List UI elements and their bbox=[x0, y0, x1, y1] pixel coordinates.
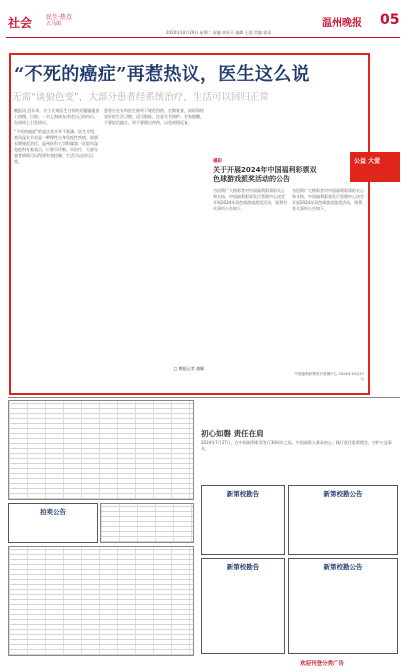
auction-notice-box bbox=[8, 503, 98, 543]
article-column-2 bbox=[104, 108, 204, 394]
paper-logo: 温州晚报 bbox=[322, 18, 362, 29]
lottery-notice-title[interactable]: 关于开展2024年中国福利彩票双色球游戏派奖活动的公告 bbox=[213, 166, 317, 183]
lottery-notice-body-2: 为回馈广大购彩者对中国福利彩票的关心和支持，中国福利彩票发行管理中心决定开展2024年双色球游戏派奖活动，现将有关事项公告如下。 bbox=[292, 188, 364, 211]
article-lead: 晚报讯 近年来，关于长效医生日常的话题屡屡登上热搜。日前，一名上海网友讲述自己的经历，在网络上引发热议。 bbox=[14, 108, 100, 125]
lottery-signature: 中国福利彩票发行管理中心 2024年10月27日 bbox=[294, 372, 364, 382]
article-headline[interactable]: “不死的癌症”再惹热议，医生这么说 bbox=[14, 64, 310, 85]
column-body: 2024年7月27日，在中国福利彩票发行30周年之际，中国福彩人秉承初心，践行责任彩票理念，守护公益事业。 bbox=[201, 440, 392, 451]
article-subheadline: 无需“谈狼色变”，大部分患者经系统治疗，生活可以回归正常 bbox=[12, 92, 269, 103]
notice-box-4 bbox=[288, 558, 398, 654]
page-number: 05 bbox=[380, 12, 400, 28]
auction-notice-title: 拍卖公告 bbox=[40, 508, 66, 516]
lottery-notice-body: 为回馈广大购彩者对中国福利彩票的关心和支持，中国福利彩票发行管理中心决定开展2024年双色球游戏派奖活动，现将有关事项公告如下。 bbox=[213, 188, 288, 211]
section-subtitle-2: 五马街 bbox=[46, 21, 62, 27]
notice-title-1: 新第校勘告 bbox=[226, 490, 260, 498]
notice-title-4: 新第校勘公告 bbox=[323, 563, 363, 571]
lottery-badge: 公益 大爱 bbox=[350, 152, 400, 182]
column-title: 初心如磐 责任在肩 bbox=[201, 429, 264, 438]
section-name: 社会 bbox=[8, 16, 33, 30]
right-edge-column bbox=[374, 188, 400, 388]
article-byline: □ 晚报记者 潘颖 bbox=[173, 366, 204, 371]
section-subtitle: 民生·热点 bbox=[46, 14, 72, 21]
classified-ads-block-2 bbox=[100, 503, 194, 543]
classified-ad-footer: 欢迎刊登分类广告 bbox=[300, 661, 345, 667]
notice-box-3 bbox=[201, 558, 285, 654]
notice-title-2: 新第校勘公告 bbox=[323, 490, 363, 498]
dateline: 2024年10月29日 星期二 责编 胡亚天 编辑 王超 美编 郭诏 bbox=[166, 30, 272, 35]
section-divider bbox=[8, 397, 400, 398]
notice-title-3: 新第校勘告 bbox=[226, 563, 260, 571]
classified-ads-block-1 bbox=[8, 400, 194, 500]
masthead bbox=[6, 8, 400, 38]
notice-box-1 bbox=[201, 485, 285, 555]
article-body-1: “不死的癌症”的说法其实并不准确，医生介绍，类风湿关节炎是一种慢性自身免疫性疾病，需要长期规范治疗。温州医科大学附属第一医院风湿免疫科专家表示，只要早诊断、早治疗，大部分患者病情可以得到有效控制，生活可以回归正常。 bbox=[14, 129, 99, 164]
article-column-1 bbox=[14, 108, 100, 394]
classified-ads-block-3 bbox=[8, 546, 194, 656]
article-body-2: 患者应在专科医生指导下规范用药，定期复查，同时保持良好的生活习惯，适当锻炼，注意关节保护。专家提醒，不要轻信偏方，更不要擅自停药，以免病情反复。 bbox=[104, 108, 204, 125]
notice-box-2 bbox=[288, 485, 398, 555]
lottery-section-tag: 福彩 bbox=[213, 159, 222, 164]
